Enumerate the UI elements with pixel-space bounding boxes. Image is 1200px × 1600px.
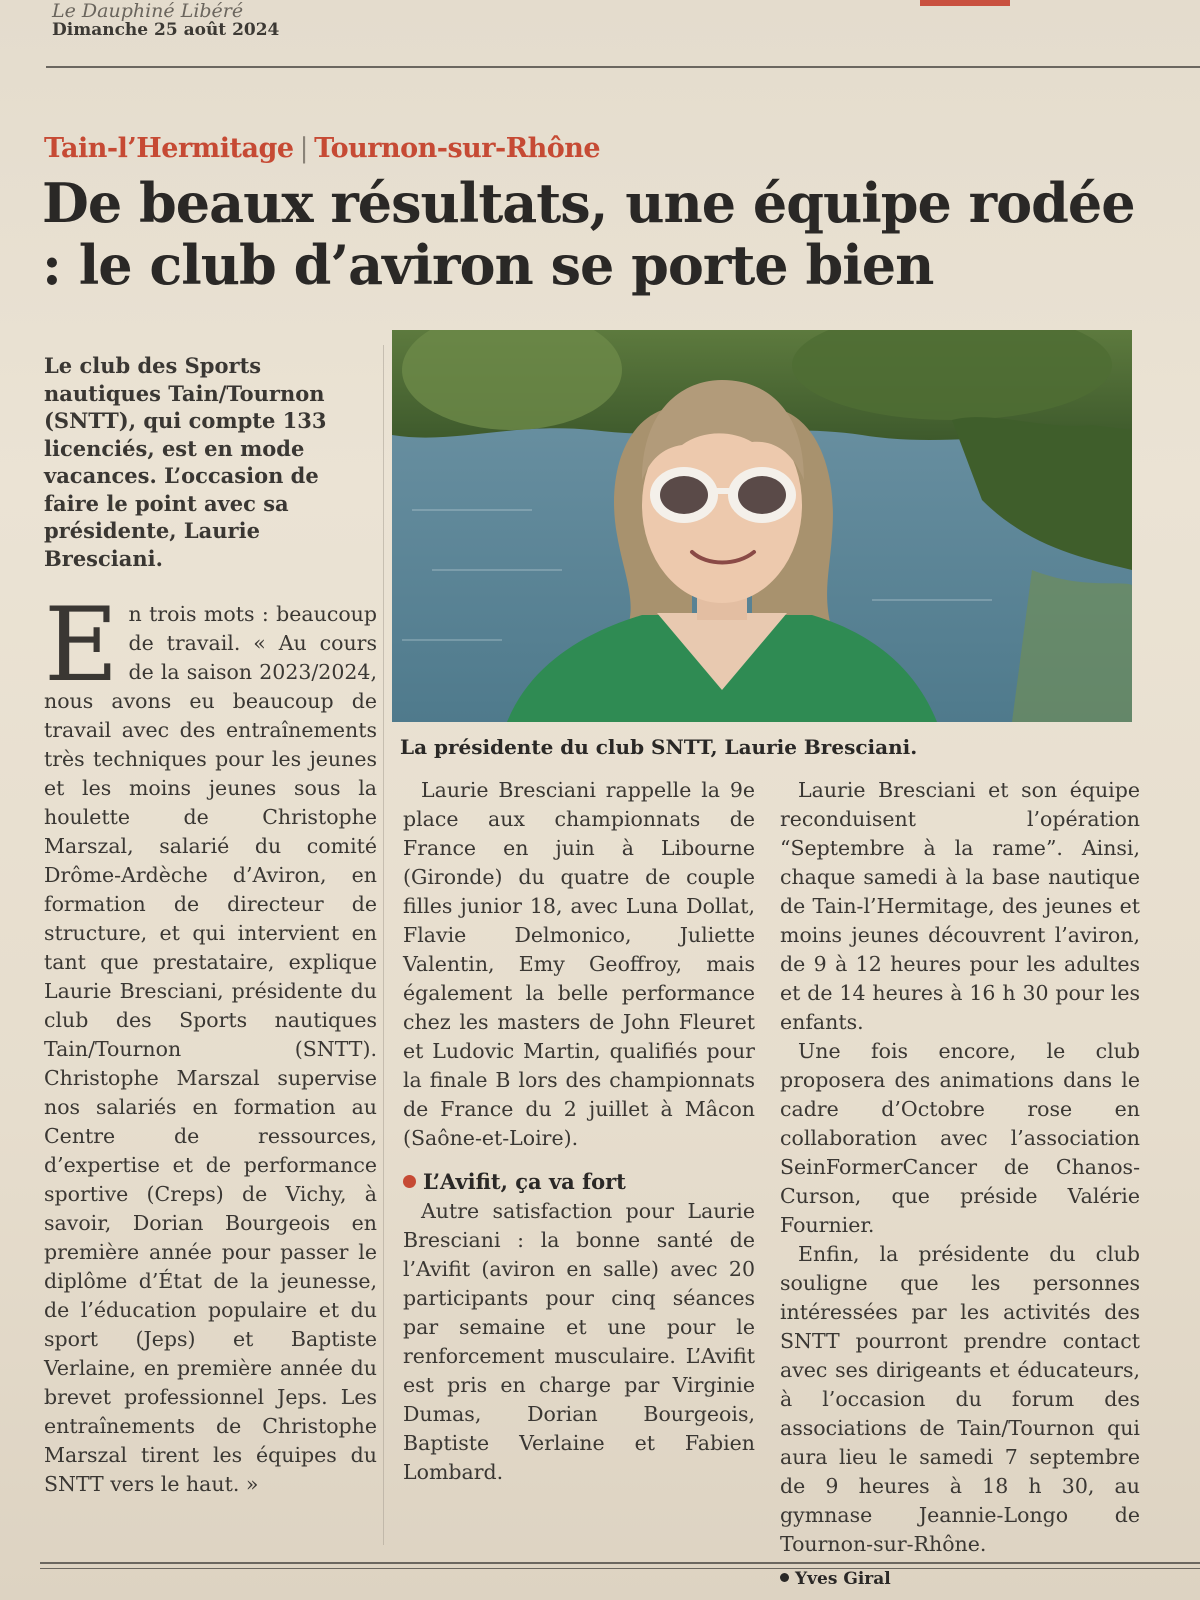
drop-cap: E	[44, 586, 119, 705]
bullet-icon	[403, 1175, 416, 1188]
decorative-red-bar	[920, 0, 1010, 6]
article-column-1	[44, 586, 377, 1499]
issue-date: Dimanche 25 août 2024	[52, 20, 280, 40]
photo-caption: La présidente du club SNTT, Laurie Bresciani.	[400, 735, 918, 759]
masthead	[52, 0, 279, 40]
subheading: L’Avifit, ça va fort	[423, 1169, 626, 1194]
bottom-divider	[40, 1562, 1200, 1564]
kicker-place-2: Tournon-sur-Rhône	[314, 133, 601, 164]
subhead-line	[403, 1167, 755, 1197]
kicker-separator: |	[299, 133, 309, 164]
location-kicker	[44, 133, 600, 164]
column-divider	[383, 345, 384, 1545]
headline: De beaux résultats, une équipe rodée : le club d’aviron se porte bien	[42, 171, 1135, 297]
kicker-place-1: Tain-l’Hermitage	[44, 133, 294, 164]
article-paragraph-4: Laurie Bresciani et son équipe reconduisent l’opération “Septembre à la rame”. Ainsi, chaque samedi à la base nautique de Tain-l’Hermitage, des jeunes et moins jeunes découvrent l’aviron, de 9 à 12 heures pour les adultes et de 14 heures à 16 h 30 pour les enfants.	[780, 778, 1140, 1034]
lead-paragraph: Le club des Sports nautiques Tain/Tournon (SNTT), qui compte 133 licenciés, est en mode vacances. L’occasion de faire le point avec sa présidente, Laurie Bresciani.	[44, 353, 327, 571]
paper-name: Le Dauphiné Libéré	[52, 0, 244, 22]
article-paragraph-6: Enfin, la présidente du club souligne que les personnes intéressées par les activités des SNTT pourront prendre contact avec ses dirigeants et éducateurs, à l’occasion du forum des associations de Tain/Tournon qui aura lieu le samedi 7 septembre de 9 heures à 18 h 30, au gymnase Jeannie-Longo de Tournon-sur-Rhône.	[780, 1242, 1140, 1556]
article-column-2	[403, 776, 755, 1487]
article-column-3	[780, 776, 1140, 1594]
top-divider	[46, 66, 1200, 68]
byline: Yves Giral	[795, 1569, 891, 1589]
article-paragraph-1: n trois mots : beaucoup de travail. « Au cours de la saison 2023/2024, nous avons eu beaucoup de travail avec des entraînements très techniques pour les jeunes et les moins jeunes sous la houlette de Christophe Marszal, salarié du comité Drôme-Ardèche d’Aviron, en formation de directeur de structure, et qui intervient en tant que prestataire, explique Laurie Bresciani, présidente du club des Sports nautiques Tain/Tournon (SNTT). Christophe Marszal supervise nos salariés en formation au Centre de ressources, d’expertise et de performance sportive (Creps) de Vichy, à savoir, Dorian Bourgeois en première année pour passer le diplôme d’État de la jeunesse, de l’éducation populaire et du sport (Jeps) et Baptiste Verlaine, en première année du brevet professionnel Jeps. Les entraînements de Christophe Marszal tirent les équipes du SNTT vers le haut. »	[44, 602, 377, 1496]
byline-dot-icon	[780, 1573, 789, 1582]
bottom-divider-thin	[40, 1568, 1200, 1569]
article-photo	[392, 330, 1132, 722]
article-paragraph-2: Laurie Bresciani rappelle la 9e place aux championnats de France en juin à Libourne (Gironde) du quatre de couple filles junior 18, avec Luna Dollat, Flavie Delmonico, Juliette Valentin, Emy Geoffroy, mais également la belle performance chez les masters de John Fleuret et Ludovic Martin, qualifiés pour la finale B lors des championnats de France du 2 juillet à Mâcon (Saône-et-Loire).	[403, 778, 755, 1150]
article-paragraph-5: Une fois encore, le club proposera des animations dans le cadre d’Octobre rose en collaboration avec l’association SeinFormerCancer de Chanos-Curson, que préside Valérie Fournier.	[780, 1039, 1140, 1237]
article-paragraph-3: Autre satisfaction pour Laurie Bresciani : la bonne santé de l’Avifit (aviron en salle) avec 20 participants pour cinq séances par semaine et une pour le renforcement musculaire. L’Avifit est pris en charge par Virginie Dumas, Dorian Bourgeois, Baptiste Verlaine et Fabien Lombard.	[403, 1199, 755, 1484]
